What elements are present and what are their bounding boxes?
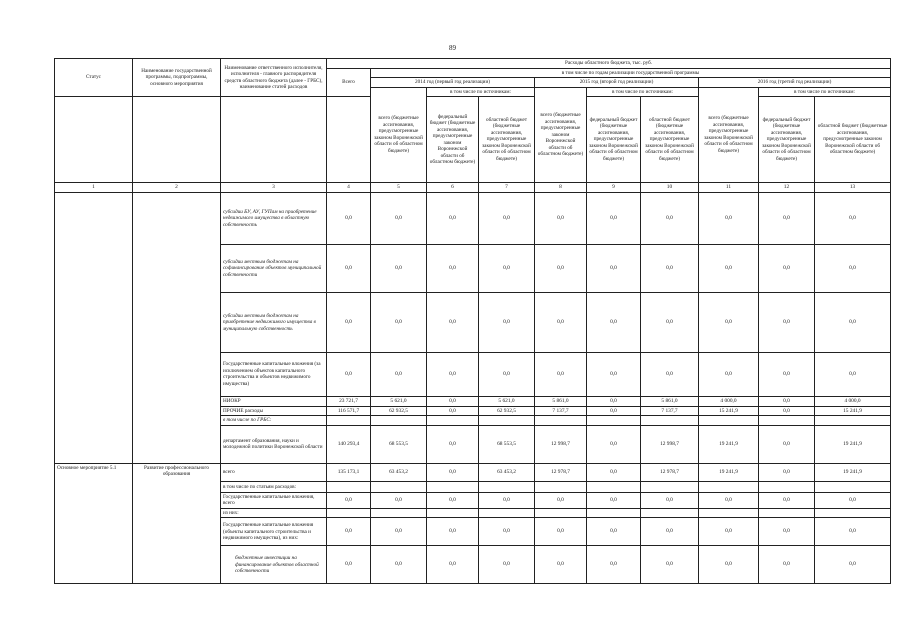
cell-value: 0,0 [479, 292, 535, 352]
cell-value: 0,0 [699, 546, 759, 584]
cell-value: 7 137,7 [535, 406, 587, 416]
event-status: Основное мероприятие 5.1 [55, 463, 133, 584]
cell-value: 0,0 [371, 352, 427, 396]
cell-value: 19 241,9 [815, 425, 891, 463]
cell-value: 0,0 [759, 492, 815, 508]
cell-value: 15 241,9 [815, 406, 891, 416]
cell-value: 63 453,2 [479, 463, 535, 481]
header-2015-regional: областной бюджет (бюджетные ассигнования, предусмотренные законом Воронежской области об областном бюджете) [641, 97, 699, 183]
cell-value: 0,0 [479, 546, 535, 584]
cell-value: 0,0 [641, 292, 699, 352]
cell-value: 19 241,9 [699, 425, 759, 463]
cell-value: 0,0 [535, 244, 587, 292]
header-year-2014: 2014 год (первый год реализации) [371, 78, 535, 88]
header-status: Статус [55, 59, 133, 97]
cell-value: 0,0 [641, 192, 699, 244]
cell-value: 0,0 [587, 396, 641, 406]
cell-value: 68 553,5 [479, 425, 535, 463]
row-label: ПРОЧИЕ расходы [221, 406, 327, 416]
cell-value: 0,0 [759, 406, 815, 416]
cell-value: 0,0 [587, 192, 641, 244]
row-label: бюджетные инвестиции на финансирование объектов областной собственности [221, 546, 327, 584]
cell-value: 0,0 [327, 518, 371, 546]
cell-value: 0,0 [371, 192, 427, 244]
cell-value: 0,0 [815, 292, 891, 352]
column-number-row [55, 183, 891, 193]
cell-value: 68 553,5 [371, 425, 427, 463]
cell-value: 0,0 [759, 546, 815, 584]
header-by-years: в том числе по годам реализации государственной программы [371, 68, 891, 78]
cell-value: 0,0 [815, 352, 891, 396]
cell-value: 12 978,7 [535, 463, 587, 481]
cell-value: 62 932,5 [371, 406, 427, 416]
column-number: 4 [327, 183, 371, 193]
cell-value: 0,0 [759, 292, 815, 352]
row-label: департамент образования, науки и молодежной политики Воронежской области [221, 425, 327, 463]
header-2015-all: всего (бюджетные ассигнования, предусмотренные законом Воронежской области об областном бюджете) [535, 87, 587, 183]
cell-value: 0,0 [427, 425, 479, 463]
cell-value: 0,0 [327, 192, 371, 244]
header-2016-sources: в том числе по источникам: [759, 87, 891, 97]
column-number: 10 [641, 183, 699, 193]
cell-value: 0,0 [427, 352, 479, 396]
header-year-2016: 2016 год (третий год реализации) [699, 78, 891, 88]
cell-value: 0,0 [587, 518, 641, 546]
cell-value: 0,0 [587, 352, 641, 396]
column-number: 8 [535, 183, 587, 193]
cell-value: 12 998,7 [535, 425, 587, 463]
cell-value: 0,0 [699, 244, 759, 292]
row-label: Государственные капитальные вложения (за исключением объектов капитального строительства и объектов недвижимого имущества) [221, 352, 327, 396]
header-2016-regional: областной бюджет (бюджетные ассигнования, предусмотренные законом Воронежской области об областном бюджете) [815, 97, 891, 183]
cell-value: 0,0 [587, 546, 641, 584]
cell-value: 0,0 [479, 352, 535, 396]
cell-value: 0,0 [371, 518, 427, 546]
cell-value: 0,0 [699, 352, 759, 396]
cell-value: 0,0 [535, 518, 587, 546]
row-label: в том числе по статьям расходов: [221, 481, 327, 492]
cell-value: 5 621,0 [479, 396, 535, 406]
cell-value: 0,0 [327, 352, 371, 396]
cell-value: 0,0 [699, 292, 759, 352]
header-program-name: Наименование государственной программы, подпрограммы, основного мероприятия [133, 59, 221, 97]
page-number: 89 [449, 44, 456, 52]
header-2016-all: всего (бюджетные ассигнования, предусмотренные законом Воронежской области об областном бюджете) [699, 87, 759, 183]
cell-value: 0,0 [587, 463, 641, 481]
cell-value: 0,0 [587, 244, 641, 292]
cell-value: 0,0 [759, 192, 815, 244]
cell-value: 0,0 [427, 492, 479, 508]
cell-value: 7 137,7 [641, 406, 699, 416]
cell-value: 0,0 [427, 192, 479, 244]
cell-value: 0,0 [641, 518, 699, 546]
header-total: Всего [327, 68, 371, 97]
cell-value: 0,0 [535, 546, 587, 584]
cell-value: 0,0 [427, 518, 479, 546]
cell-value: 0,0 [759, 425, 815, 463]
header-year-2015: 2015 год (второй год реализации) [535, 78, 699, 88]
cell-value: 0,0 [641, 492, 699, 508]
column-number: 11 [699, 183, 759, 193]
cell-value: 0,0 [535, 492, 587, 508]
cell-value: 12 998,7 [641, 425, 699, 463]
cell-value: 0,0 [427, 292, 479, 352]
cell-value: 0,0 [327, 546, 371, 584]
row-label: Государственные капитальные вложения, всего [221, 492, 327, 508]
cell-value: 0,0 [759, 463, 815, 481]
cell-value: 135 173,1 [327, 463, 371, 481]
cell-value: 0,0 [587, 425, 641, 463]
cell-value: 0,0 [815, 244, 891, 292]
cell-value: 0,0 [759, 352, 815, 396]
cell-value: 0,0 [371, 492, 427, 508]
table-row [55, 463, 891, 481]
cell-value: 0,0 [699, 492, 759, 508]
cell-value: 0,0 [479, 244, 535, 292]
cell-value: 0,0 [587, 292, 641, 352]
column-number: 2 [133, 183, 221, 193]
column-number: 3 [221, 183, 327, 193]
cell-value: 0,0 [535, 192, 587, 244]
cell-value: 5 861,0 [641, 396, 699, 406]
header-responsible: Наименование ответственного исполнителя, исполнителя - главного распорядителя средств областного бюджета (далее - ГРБС), наименование статей расходов [221, 59, 327, 97]
cell-value: 19 241,9 [815, 463, 891, 481]
row-label: субсидии местным бюджетам на приобретение недвижимого имущества в муниципальную собственность [221, 292, 327, 352]
budget-table [54, 58, 891, 584]
header-2014-regional: областной бюджет (бюджетные ассигнования, предусмотренные законом Воронежской области об областном бюджете) [479, 97, 535, 183]
cell-value: 0,0 [479, 492, 535, 508]
cell-value: 19 241,9 [699, 463, 759, 481]
cell-value: 0,0 [641, 352, 699, 396]
cell-value: 0,0 [327, 244, 371, 292]
event-name: Развитие профессионального образования [133, 463, 221, 584]
cell-value: 0,0 [587, 492, 641, 508]
cell-value: 0,0 [815, 546, 891, 584]
header-2014-federal: федеральный бюджет (бюджетные ассигнования, предусмотренные законом Воронежской области об областном бюджете) [427, 97, 479, 183]
cell-value: 23 721,7 [327, 396, 371, 406]
cell-value: 0,0 [815, 492, 891, 508]
cell-value: 0,0 [479, 518, 535, 546]
header-expenses-title: Расходы областного бюджета, тыс. руб. [327, 59, 891, 69]
header-2014-all: всего (бюджетные ассигнования, предусмотренные законом Воронежской области об областном бюджете) [371, 87, 427, 183]
cell-value: 0,0 [587, 406, 641, 416]
cell-value: 140 293,4 [327, 425, 371, 463]
cell-value: 0,0 [427, 396, 479, 406]
row-label: НИОКР [221, 396, 327, 406]
cell-value: 0,0 [815, 192, 891, 244]
cell-value: 63 453,2 [371, 463, 427, 481]
table-row [55, 192, 891, 244]
cell-value: 0,0 [759, 518, 815, 546]
column-number: 13 [815, 183, 891, 193]
row-label: из них: [221, 508, 327, 518]
column-number: 1 [55, 183, 133, 193]
cell-value: 0,0 [815, 518, 891, 546]
cell-value: 15 241,9 [699, 406, 759, 416]
column-number: 7 [479, 183, 535, 193]
row-label: субсидии БУ, АУ, ГУПам на приобретение недвижимого имущества в областную собственность [221, 192, 327, 244]
header-2015-federal: федеральный бюджет (бюджетные ассигнования, предусмотренные законом Воронежской области об областном бюджете) [587, 97, 641, 183]
cell-value: 5 861,0 [535, 396, 587, 406]
cell-value: 0,0 [699, 192, 759, 244]
header-2015-sources: в том числе по источникам: [587, 87, 699, 97]
column-number: 9 [587, 183, 641, 193]
column-number: 12 [759, 183, 815, 193]
row-label: Государственные капитальные вложения (объекты капитального строительства и недвижимого имущества), из них: [221, 518, 327, 546]
cell-value: 0,0 [759, 244, 815, 292]
cell-value: 0,0 [535, 352, 587, 396]
cell-value: 0,0 [535, 292, 587, 352]
cell-value: 0,0 [427, 244, 479, 292]
cell-value: 0,0 [371, 244, 427, 292]
header-2014-sources: в том числе по источникам: [427, 87, 535, 97]
cell-value: 0,0 [479, 192, 535, 244]
cell-value: 0,0 [759, 396, 815, 406]
cell-value: 62 932,5 [479, 406, 535, 416]
column-number: 5 [371, 183, 427, 193]
cell-value: 0,0 [371, 292, 427, 352]
cell-value: 12 978,7 [641, 463, 699, 481]
cell-value: 0,0 [427, 546, 479, 584]
row-label: субсидии местным бюджетам на софинансирование объектов муниципальной собственности [221, 244, 327, 292]
cell-value: 4 000,0 [699, 396, 759, 406]
cell-value: 0,0 [641, 244, 699, 292]
cell-value: 116 571,7 [327, 406, 371, 416]
cell-value: 5 621,0 [371, 396, 427, 406]
cell-value: 0,0 [327, 292, 371, 352]
cell-value: 0,0 [371, 546, 427, 584]
row-label: в том числе по ГРБС: [221, 416, 327, 426]
cell-value: 0,0 [699, 518, 759, 546]
cell-value: 0,0 [427, 406, 479, 416]
cell-value: 0,0 [327, 492, 371, 508]
column-number: 6 [427, 183, 479, 193]
row-label: всего [221, 463, 327, 481]
cell-value: 0,0 [641, 546, 699, 584]
header-2016-federal: федеральный бюджет (бюджетные ассигнования, предусмотренные законом Воронежской области об областном бюджете) [759, 97, 815, 183]
cell-value: 0,0 [427, 463, 479, 481]
cell-value: 4 000,0 [815, 396, 891, 406]
